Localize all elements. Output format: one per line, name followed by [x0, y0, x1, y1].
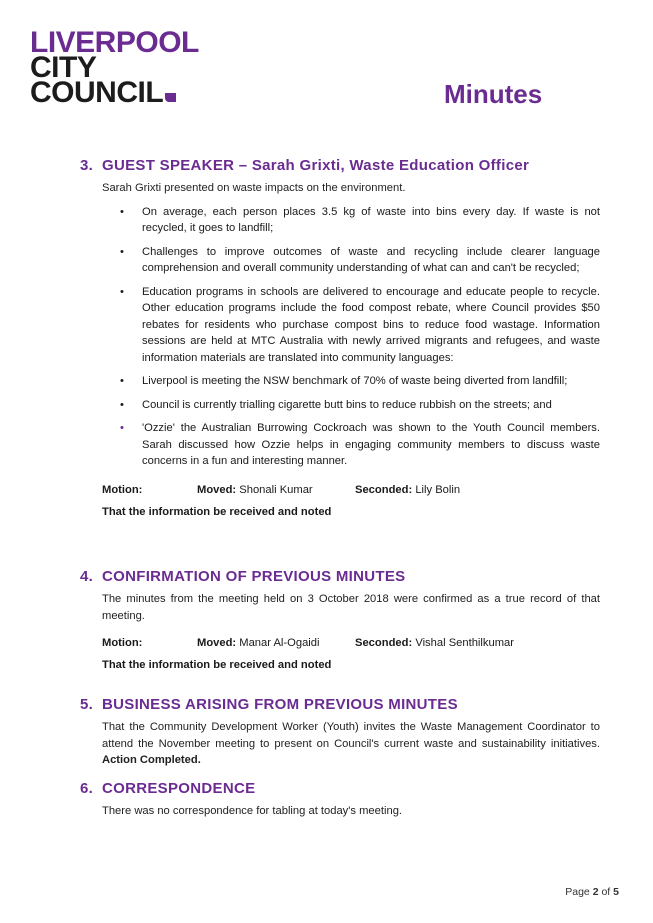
moved-label: Moved:: [197, 637, 237, 649]
list-item: • 'Ozzie' the Australian Burrowing Cockroach was shown to the Youth Council members. Sarah discussed how Ozzie helps in engaging community members to discuss waste concerns in a fun and interesting manner.: [120, 422, 600, 467]
section-confirmation: [80, 568, 600, 671]
logo-line-3: COUNCIL: [30, 76, 164, 109]
motion-row: [102, 637, 600, 649]
resolution: That the information be received and noted: [102, 659, 332, 671]
section-number: 4.: [80, 568, 94, 585]
current-page: 2: [592, 886, 599, 898]
council-logo: [30, 26, 199, 109]
bullet-icon: •: [120, 422, 124, 434]
logo-line-2: CITY: [30, 51, 97, 84]
section-text: The minutes from the meeting held on 3 October 2018 were confirmed as a true record of that meeting.: [102, 593, 600, 622]
bullet-icon: •: [120, 285, 124, 298]
resolution: That the information be received and noted: [102, 505, 332, 518]
moved-by: Manar Al-Ogaidi: [239, 637, 320, 649]
seconded-label: Seconded:: [355, 637, 413, 649]
section-number: 6.: [80, 780, 94, 797]
motion-label: Motion:: [102, 483, 143, 496]
motion-label: Motion:: [102, 637, 143, 649]
section-title: CORRESPONDENCE: [102, 780, 256, 797]
section-number: 5.: [80, 696, 94, 713]
list-item: • Council is currently trialling cigarette butt bins to reduce rubbish on the streets; and: [102, 397, 600, 414]
bullet-list: [102, 204, 600, 470]
action-status: Action Completed.: [102, 754, 201, 766]
logo-line-1: LIVERPOOL: [30, 26, 199, 59]
logo-mark-icon: [165, 93, 176, 102]
bullet-icon: •: [120, 375, 124, 387]
section-text: That the Community Development Worker (Youth) invites the Waste Management Coordinator to attend the November meeting to present on Council's current waste and sustainability initiatives.: [102, 721, 600, 750]
seconded-label: Seconded:: [355, 483, 413, 496]
bullet-icon: •: [120, 398, 124, 411]
moved-by: Shonali Kumar: [239, 483, 313, 496]
list-item: • On average, each person places 3.5 kg of waste into bins every day. If waste is not recycled, it goes to landfill;: [120, 205, 600, 234]
bullet-icon: •: [120, 245, 124, 258]
total-pages: 5: [613, 886, 619, 898]
seconded-by: Lily Bolin: [415, 483, 461, 496]
moved-label: Moved:: [197, 483, 237, 496]
document-title: Minutes: [444, 79, 543, 109]
section-business-arising: [80, 696, 600, 769]
list-item: • Challenges to improve outcomes of waste and recycling include clearer language comprehension and overall community understanding of what can and can't be recycled;: [120, 245, 600, 274]
section-correspondence: [80, 780, 600, 820]
bullet-icon: •: [120, 205, 124, 218]
list-item: • Liverpool is meeting the NSW benchmark of 70% of waste being diverted from landfill;: [102, 373, 600, 390]
section-number: 3.: [80, 157, 94, 174]
motion-row: [102, 484, 600, 496]
seconded-by: Vishal Senthilkumar: [415, 637, 514, 649]
section-title: CONFIRMATION OF PREVIOUS MINUTES: [102, 568, 406, 585]
section-intro: Sarah Grixti presented on waste impacts on the environment.: [102, 182, 406, 194]
section-guest-speaker: [80, 157, 600, 518]
section-text: There was no correspondence for tabling at today's meeting.: [102, 805, 403, 817]
page-number: Page 2 of 5: [565, 886, 619, 898]
list-item: • Education programs in schools are delivered to encourage and educate people to recycle. Other education programs include the food compost rebate, where Council provides $50 rebates for residents who purchase compost bins to reduce food wastage. Information sessions are held at MTC Australia with newly arrived migrants and refugees, and waste information materials are translated into community languages:: [120, 285, 600, 364]
section-title: GUEST SPEAKER – Sarah Grixti, Waste Education Officer: [102, 157, 530, 174]
section-title: BUSINESS ARISING FROM PREVIOUS MINUTES: [102, 696, 458, 713]
